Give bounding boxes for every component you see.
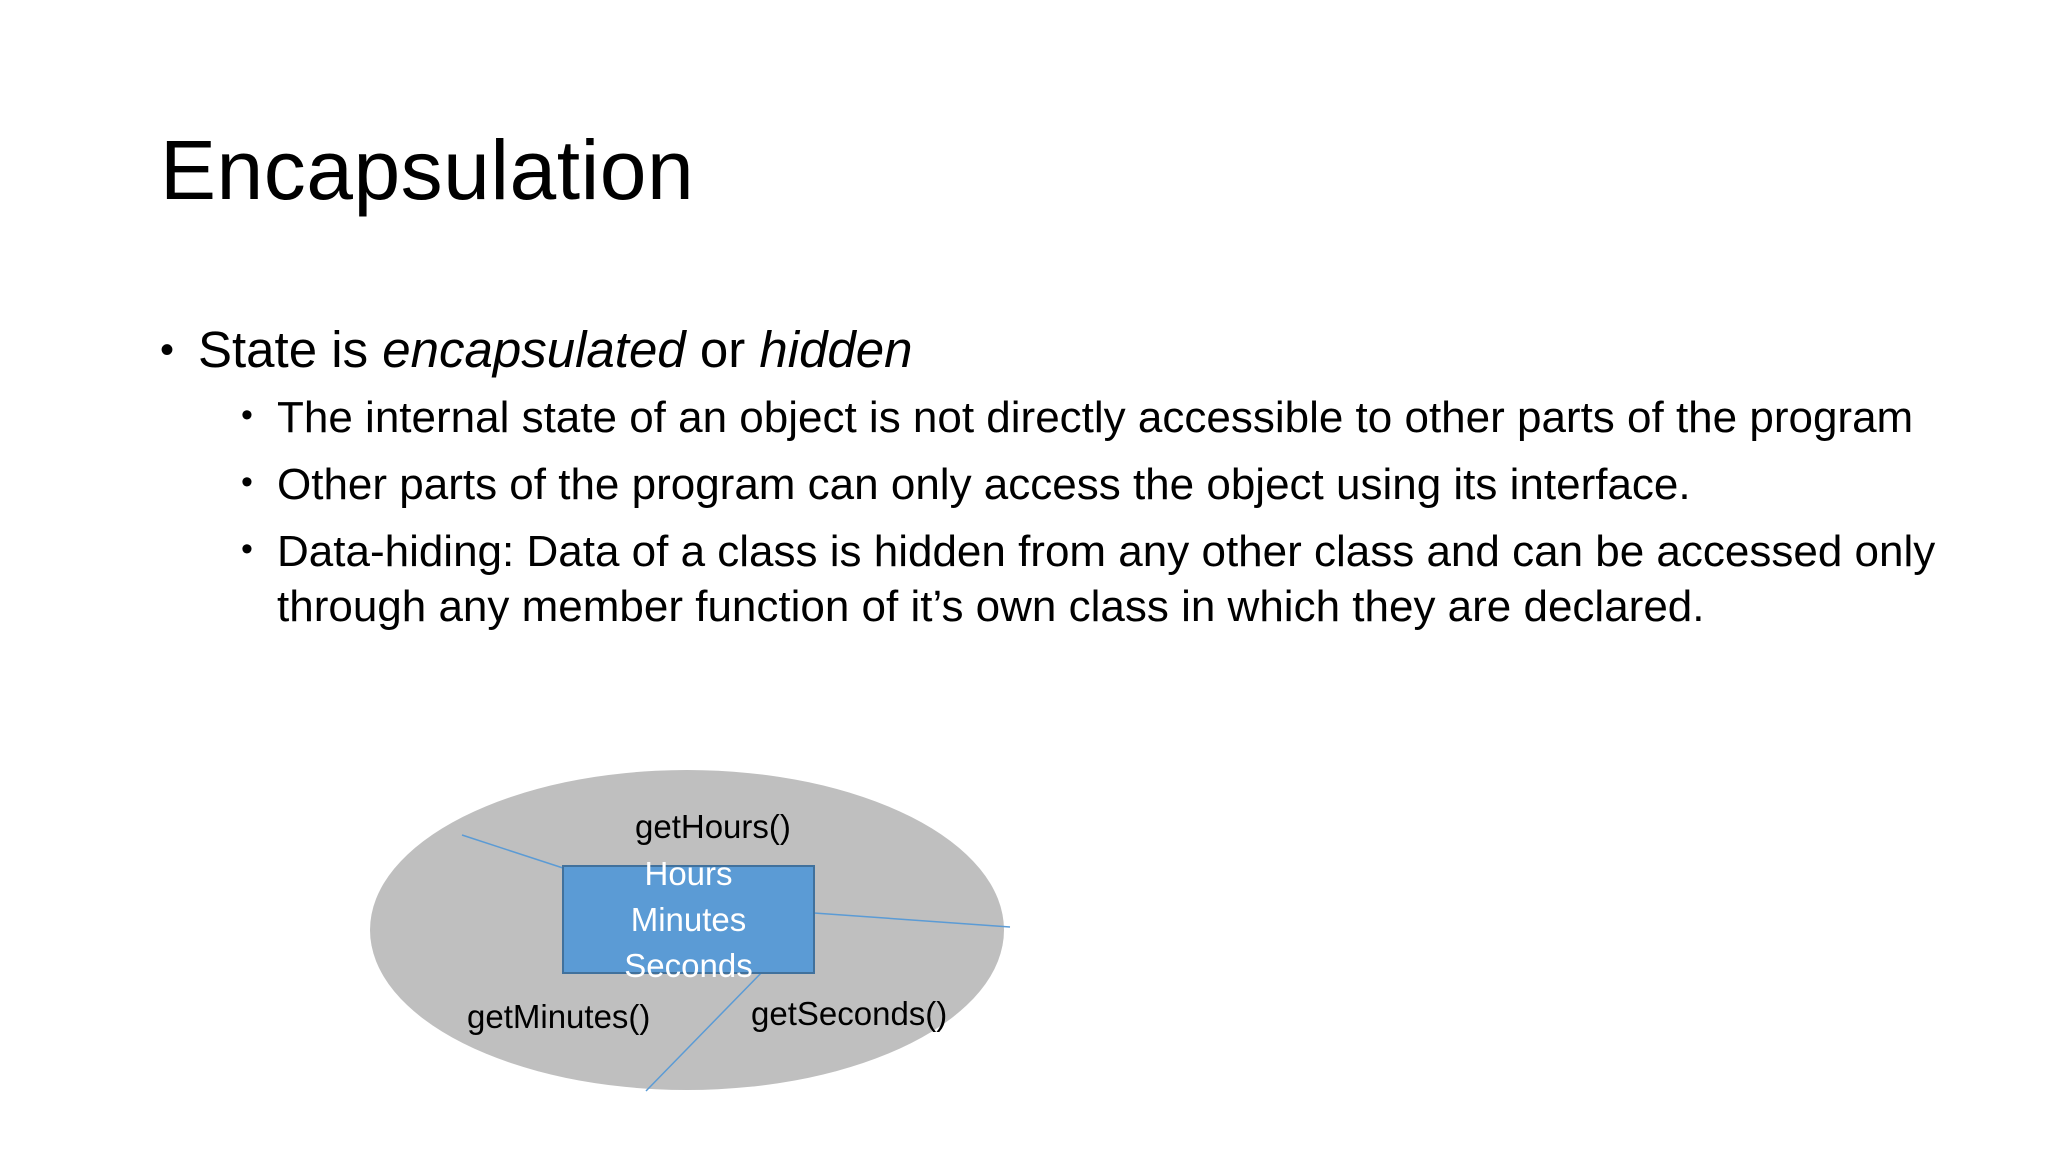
method-get-seconds: getSeconds()	[751, 995, 948, 1032]
sub-bullet-list	[150, 390, 1936, 634]
method-get-hours: getHours()	[635, 808, 791, 845]
bullet-main-prefix: State is	[198, 321, 383, 378]
sub-bullet-item	[241, 457, 1937, 512]
sub-bullet-text: The internal state of an object is not directly accessible to other parts of the program	[277, 393, 1914, 442]
state-field-minutes: Minutes	[630, 901, 747, 938]
sub-bullet-item	[241, 390, 1937, 445]
bullet-list	[150, 318, 1936, 646]
state-field-hours: Hours	[644, 855, 733, 892]
bullet-dot-icon: •	[160, 328, 175, 372]
bullet-dot-icon: •	[241, 463, 253, 501]
bullet-dot-icon: •	[241, 396, 253, 434]
slide-title: Encapsulation	[160, 123, 695, 217]
method-get-minutes: getMinutes()	[467, 998, 651, 1035]
bullet-main-emphasis-2: hidden	[759, 321, 913, 378]
state-field-seconds: Seconds	[624, 947, 753, 984]
state-field-list	[563, 851, 814, 989]
sub-bullet-text: Other parts of the program can only access the object using its interface.	[277, 460, 1691, 509]
sub-bullet-text: Data-hiding: Data of a class is hidden from any other class and can be accessed only through any member function of it’s own class in which they are declared.	[277, 527, 1936, 631]
encapsulation-diagram	[360, 765, 1020, 1095]
bullet-main	[150, 318, 1910, 382]
bullet-main-emphasis-1: encapsulated	[382, 321, 686, 378]
bullet-dot-icon: •	[241, 530, 253, 568]
sub-bullet-item	[241, 524, 1937, 634]
bullet-main-middle: or	[685, 321, 760, 378]
